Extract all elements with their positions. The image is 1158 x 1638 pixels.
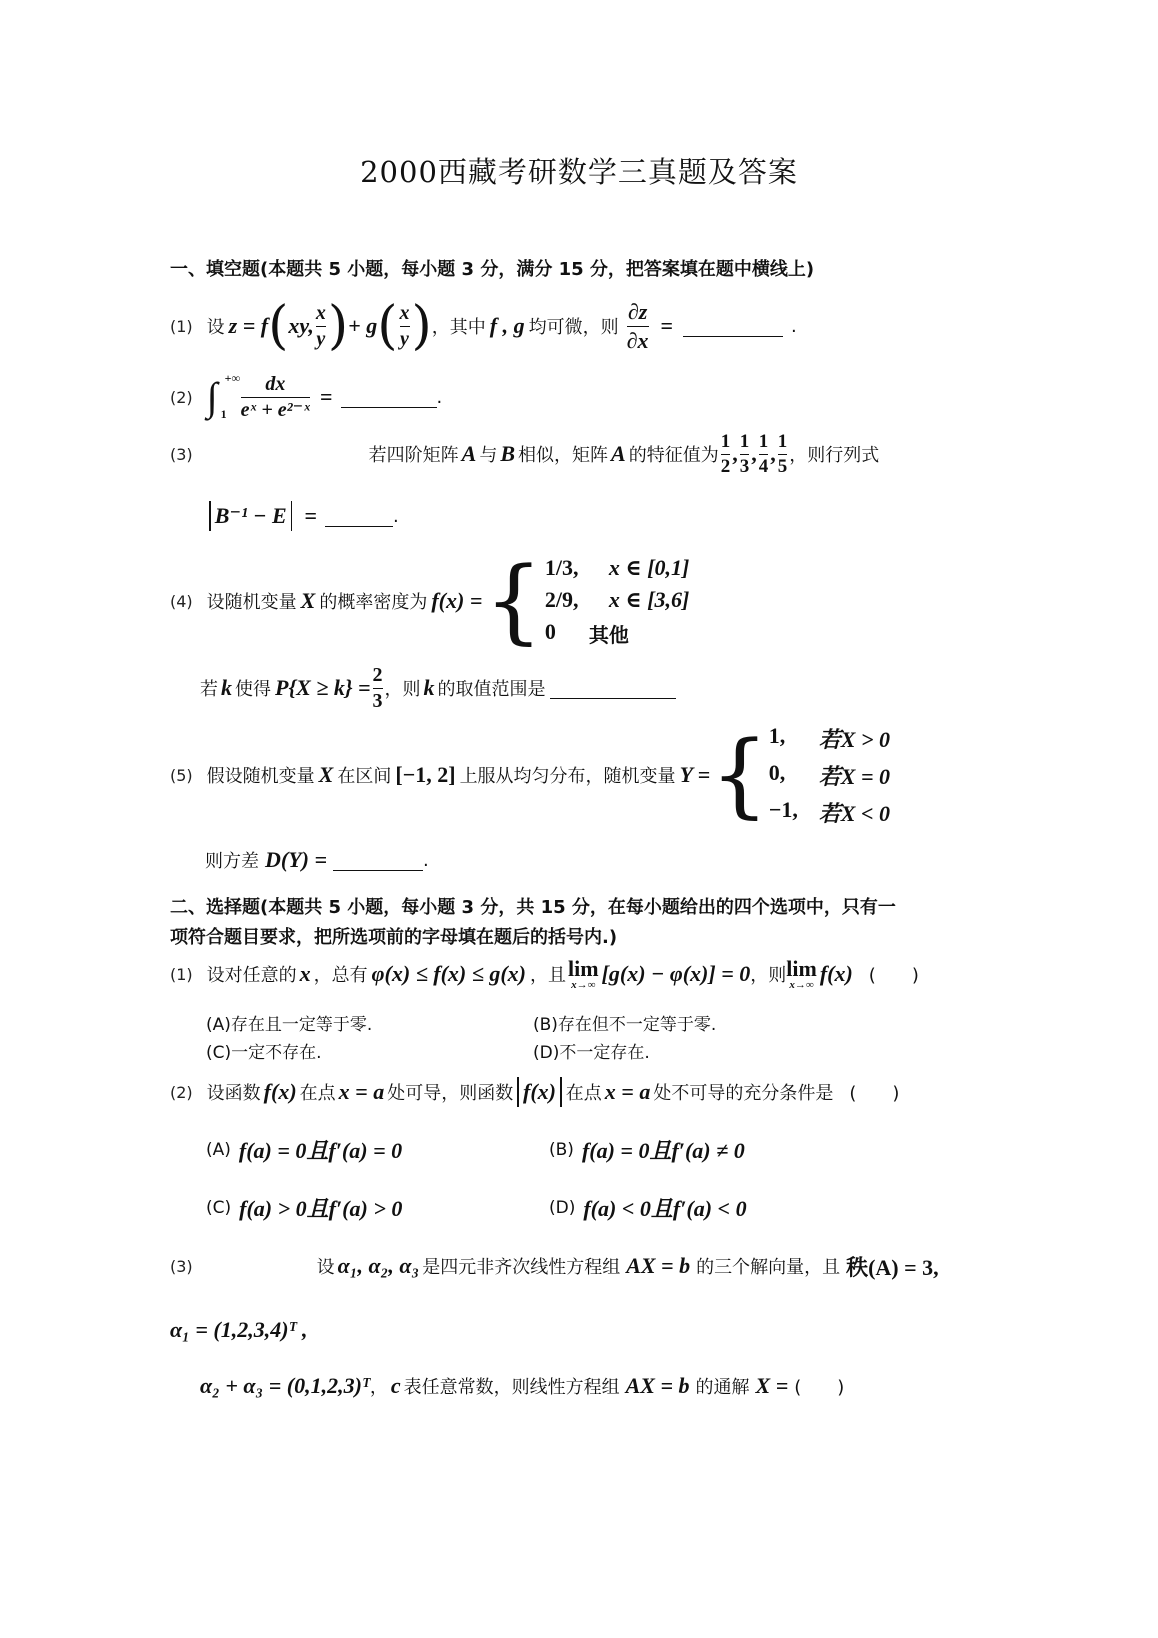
q4-X: X xyxy=(300,588,316,613)
q4-number: (4) xyxy=(170,591,193,611)
q4-case2-value: 2/9, xyxy=(544,586,579,612)
q3-comma-1: , xyxy=(732,441,738,466)
c1-limit-expr: [g(x) − φ(x)] = 0 xyxy=(601,961,751,986)
c3-text-2: 是四元非齐次线性方程组 xyxy=(422,1257,621,1278)
section2-heading-line2: 项符合题目要求，把所选项前的字母填在题后的括号内.) xyxy=(170,927,618,948)
c2-option-a-letter: (A) xyxy=(206,1139,231,1160)
q5-case1-cond: 若X > 0 xyxy=(818,726,890,752)
q3-equals: = xyxy=(304,503,318,528)
c2-abs-fx: f(x) xyxy=(523,1079,556,1104)
q1-z-f: z = f xyxy=(228,313,269,338)
section1-heading: 一、填空题(本题共 5 小题，每小题 3 分，满分 15 分，把答案填在题中横线上) xyxy=(170,259,815,280)
q3-eig-2-bar xyxy=(740,454,750,455)
q5-Y: Y = xyxy=(679,762,711,787)
c1-lim-sub-2: x→∞ xyxy=(789,978,814,991)
c2-x-eq-a-2: x = a xyxy=(604,1079,651,1104)
q1-rparen: ) xyxy=(327,296,349,356)
q3-period: . xyxy=(393,505,399,527)
q3-A: A xyxy=(461,441,477,466)
q3-eig-3-den: 4 xyxy=(758,455,769,477)
c1-lim-2: lim xyxy=(786,955,817,981)
q4-text-5: ，则 xyxy=(384,679,421,700)
q3-eig-4 xyxy=(778,432,788,477)
c1-text-2: ，总有 xyxy=(313,965,368,986)
fill-q5 xyxy=(170,722,929,828)
c3-text-6: 的通解 xyxy=(695,1377,750,1398)
q1-text-2: ，其中 xyxy=(431,317,486,338)
choice-q1 xyxy=(170,952,919,996)
q1-frac2-num: x xyxy=(399,301,410,324)
q4-cases xyxy=(545,555,719,648)
q2-number: (2) xyxy=(170,387,193,407)
q3-eig-1-bar xyxy=(721,454,731,455)
fill-q4-prob xyxy=(200,660,676,716)
q1-lparen-2: ( xyxy=(377,296,398,356)
c2-text-1: 设函数 xyxy=(206,1083,261,1104)
q2-period: . xyxy=(436,386,443,408)
q5-text-1: 假设随机变量 xyxy=(206,766,315,787)
c1-inequality: φ(x) ≤ f(x) ≤ g(x) xyxy=(371,961,526,986)
c2-option-d[interactable] xyxy=(549,1192,747,1223)
q4-fx: f(x) = xyxy=(431,588,483,613)
q1-frac-x-y-2 xyxy=(400,303,410,350)
c3-alphas: α₁, α₂, α₃ xyxy=(337,1253,420,1278)
q3-text-3: 相似，矩阵 xyxy=(518,445,609,466)
q1-answer-blank[interactable] xyxy=(683,316,783,337)
q4-brace: { xyxy=(484,547,543,654)
q3-det-expr: B⁻¹ − E xyxy=(214,503,287,528)
q3-eig-3-num: 1 xyxy=(758,430,769,452)
q1-xy: xy, xyxy=(288,313,314,338)
c2-option-d-expr: f(a) < 0且f′(a) < 0 xyxy=(583,1196,747,1221)
q3-text-4: 的特征值为 xyxy=(628,445,719,466)
q4-frac-den: 3 xyxy=(372,689,383,712)
c3-AXb: AX = b xyxy=(626,1253,691,1278)
c1-option-b[interactable]: (B)存在但不一定等于零. xyxy=(533,1015,717,1035)
q1-frac2-bar xyxy=(400,326,410,327)
c1-option-d[interactable]: (D)不一定存在. xyxy=(533,1043,650,1063)
c1-text-4: ，则 xyxy=(750,965,787,986)
q1-partial-bar xyxy=(627,326,649,327)
q3-eig-4-den: 5 xyxy=(777,455,788,477)
q5-X: X xyxy=(318,762,334,787)
q5-text-3: 上服从均匀分布，随机变量 xyxy=(459,766,676,787)
q5-DY: D(Y) = xyxy=(265,847,328,872)
q5-brace: { xyxy=(710,721,769,828)
q5-period: . xyxy=(423,849,429,871)
q5-cases xyxy=(769,723,929,828)
q3-B: B xyxy=(500,441,516,466)
c1-answer-paren[interactable]: ( ) xyxy=(868,965,919,986)
q4-text-3: 若 xyxy=(200,679,218,700)
c2-text-5: 处不可导的充分条件是 xyxy=(653,1083,834,1104)
q4-case3-cond: 其他 xyxy=(588,622,629,647)
q3-A-2: A xyxy=(611,441,626,466)
q2-denominator: eˣ + e²⁻ˣ xyxy=(240,398,310,421)
fill-q5-variance xyxy=(205,842,429,878)
c1-x: x xyxy=(299,961,311,986)
q5-case3-value: −1, xyxy=(768,796,798,822)
c1-option-c[interactable]: (C)一定不存在. xyxy=(206,1043,322,1063)
q3-eig-1 xyxy=(721,432,731,477)
q1-period: . xyxy=(791,315,797,337)
q3-text-1: 若四阶矩阵 xyxy=(368,445,459,466)
q1-text-1: 设 xyxy=(206,317,225,338)
c2-abs-right xyxy=(560,1077,562,1107)
c3-text-1: 设 xyxy=(316,1257,335,1278)
c1-option-a[interactable]: (A)存在且一定等于零. xyxy=(206,1015,373,1035)
q3-det-right-bar xyxy=(291,501,293,531)
c3-rank: 秩(A) = 3, xyxy=(846,1254,939,1280)
q5-case2-cond: 若X = 0 xyxy=(818,763,890,789)
q4-case2-cond: x ∈ [3,6] xyxy=(608,586,690,612)
q2-equals: = xyxy=(319,384,333,409)
c3-alpha23-line xyxy=(200,1366,844,1406)
q1-text-3: 均可微，则 xyxy=(528,317,619,338)
q2-numerator: dx xyxy=(265,372,286,395)
c2-x-eq-a: x = a xyxy=(338,1079,385,1104)
c2-text-3: 处可导，则函数 xyxy=(387,1083,514,1104)
c2-option-c-letter: (C) xyxy=(206,1197,232,1218)
q1-frac-bar xyxy=(316,326,326,327)
c2-text-4: 在点 xyxy=(565,1083,602,1104)
c2-option-b[interactable] xyxy=(549,1134,745,1165)
c2-option-a-expr: f(a) = 0且f′(a) = 0 xyxy=(238,1138,403,1163)
q2-integral xyxy=(207,371,239,423)
c1-text-1: 设对任意的 xyxy=(206,965,297,986)
c1-lim: lim xyxy=(567,955,599,981)
q5-case1-value: 1, xyxy=(768,722,786,748)
c1-lim-sub: x→∞ xyxy=(571,978,596,991)
c2-option-c[interactable] xyxy=(206,1192,402,1223)
q2-lower-limit: 1 xyxy=(220,407,227,421)
choice-q2 xyxy=(170,1074,899,1110)
q4-k-2: k xyxy=(423,675,435,700)
q2-bar xyxy=(241,397,310,398)
q4-text-6: 的取值范围是 xyxy=(437,679,546,700)
q5-case3-cond: 若X < 0 xyxy=(818,800,890,826)
q1-number: (1) xyxy=(170,316,193,336)
c2-option-b-letter: (B) xyxy=(549,1139,574,1160)
c1-fx: f(x) xyxy=(819,961,853,986)
page-title: 2000西藏考研数学三真题及答案 xyxy=(360,155,798,189)
c2-text-2: 在点 xyxy=(299,1083,336,1104)
q3-det-left-bar xyxy=(209,501,211,531)
c2-fx: f(x) xyxy=(263,1079,297,1104)
q3-comma-3: , xyxy=(770,441,776,466)
c1-number: (1) xyxy=(170,964,193,984)
q5-answer-blank[interactable] xyxy=(333,850,423,871)
fill-q4 xyxy=(170,548,719,654)
q4-text-2: 的概率密度为 xyxy=(319,592,428,613)
c3-answer-paren[interactable]: ( ) xyxy=(794,1377,845,1398)
c3-text-4: ， xyxy=(369,1377,388,1398)
c2-option-a[interactable] xyxy=(206,1134,402,1165)
c3-number: (3) xyxy=(170,1256,193,1276)
q4-frac-num: 2 xyxy=(372,663,383,686)
q2-integral-sign: ∫ xyxy=(206,374,218,419)
c3-alpha1: α₁ = (1,2,3,4)ᵀ , xyxy=(170,1317,308,1342)
c2-number: (2) xyxy=(170,1082,193,1102)
c3-AXb-2: AX = b xyxy=(625,1373,690,1398)
q3-text-5: ，则行列式 xyxy=(789,445,880,466)
q4-case1-cond: x ∈ [0,1] xyxy=(608,554,690,580)
q1-lparen: ( xyxy=(268,296,289,356)
q3-eig-2-num: 1 xyxy=(739,430,750,452)
q1-frac-num: x xyxy=(315,301,326,324)
q1-partial-den: ∂x xyxy=(626,327,649,353)
q4-text-1: 设随机变量 xyxy=(206,592,297,613)
q5-text-2: 在区间 xyxy=(337,766,392,787)
c3-text-3: 的三个解向量，且 xyxy=(696,1257,841,1278)
q4-k: k xyxy=(221,675,232,700)
q2-answer-blank[interactable] xyxy=(341,387,437,408)
q1-frac-x-y xyxy=(316,303,326,350)
q3-eig-4-bar xyxy=(778,454,788,455)
c2-option-b-expr: f(a) = 0且f′(a) ≠ 0 xyxy=(581,1138,745,1163)
q5-case2-value: 0, xyxy=(768,759,786,785)
q1-fg: f , g xyxy=(489,313,525,338)
q1-plus-g: + g xyxy=(348,313,378,338)
q4-case3-value: 0 xyxy=(544,618,556,644)
c3-c: c xyxy=(390,1373,401,1398)
q3-eig-4-num: 1 xyxy=(777,430,788,452)
q3-eig-2-den: 3 xyxy=(739,455,750,477)
fill-q3-det xyxy=(205,498,399,534)
c3-alpha1-line xyxy=(170,1310,307,1350)
q3-eig-3-bar xyxy=(759,454,769,455)
q4-frac xyxy=(373,665,383,712)
c3-text-5: 表任意常数，则线性方程组 xyxy=(403,1377,620,1398)
q5-text-4: 则方差 xyxy=(205,851,259,872)
c2-abs-left xyxy=(517,1077,519,1107)
q1-frac2-den: y xyxy=(400,327,409,350)
c1-limit xyxy=(567,955,599,991)
q2-upper-limit: +∞ xyxy=(224,371,241,385)
q5-interval: [−1, 2] xyxy=(395,762,456,787)
q1-rparen-2: ) xyxy=(411,296,432,356)
q3-eig-1-den: 2 xyxy=(720,455,731,477)
choice-q3 xyxy=(170,1248,939,1284)
c2-option-d-letter: (D) xyxy=(549,1197,576,1218)
q3-comma-2: , xyxy=(751,441,757,466)
q3-answer-blank[interactable] xyxy=(325,506,393,527)
section2-heading-line1: 二、选择题(本题共 5 小题，每小题 3 分，共 15 分，在每小题给出的四个选项中，只有一 xyxy=(170,897,896,918)
q3-eig-3 xyxy=(759,432,769,477)
q1-frac-den: y xyxy=(316,327,326,350)
q4-P: P{X ≥ k} = xyxy=(275,675,371,700)
q5-number: (5) xyxy=(170,765,193,785)
q3-eig-2 xyxy=(740,432,750,477)
c1-limit-2 xyxy=(786,955,817,991)
c2-answer-paren[interactable]: ( ) xyxy=(849,1083,900,1104)
q2-fraction xyxy=(241,374,310,421)
q3-number: (3) xyxy=(170,444,193,464)
c3-X: X = xyxy=(755,1373,789,1398)
q3-text-2: 与 xyxy=(479,445,498,466)
q3-eig-1-num: 1 xyxy=(720,430,731,452)
q4-answer-blank[interactable] xyxy=(550,678,676,699)
q4-text-4: 使得 xyxy=(235,679,271,700)
c1-text-3: ，且 xyxy=(529,965,566,986)
fill-q2 xyxy=(170,368,442,426)
c2-option-c-expr: f(a) > 0且f′(a) > 0 xyxy=(239,1196,403,1221)
fill-q1 xyxy=(170,292,797,360)
q4-frac-bar xyxy=(373,688,383,689)
fill-q3 xyxy=(170,428,879,480)
q1-partial-num: ∂z xyxy=(627,299,648,325)
q1-partial xyxy=(627,300,649,351)
q1-equals: = xyxy=(660,313,674,338)
c3-alpha23: α₂ + α₃ = (0,1,2,3)ᵀ xyxy=(200,1373,370,1398)
q4-case1-value: 1/3, xyxy=(544,554,579,580)
